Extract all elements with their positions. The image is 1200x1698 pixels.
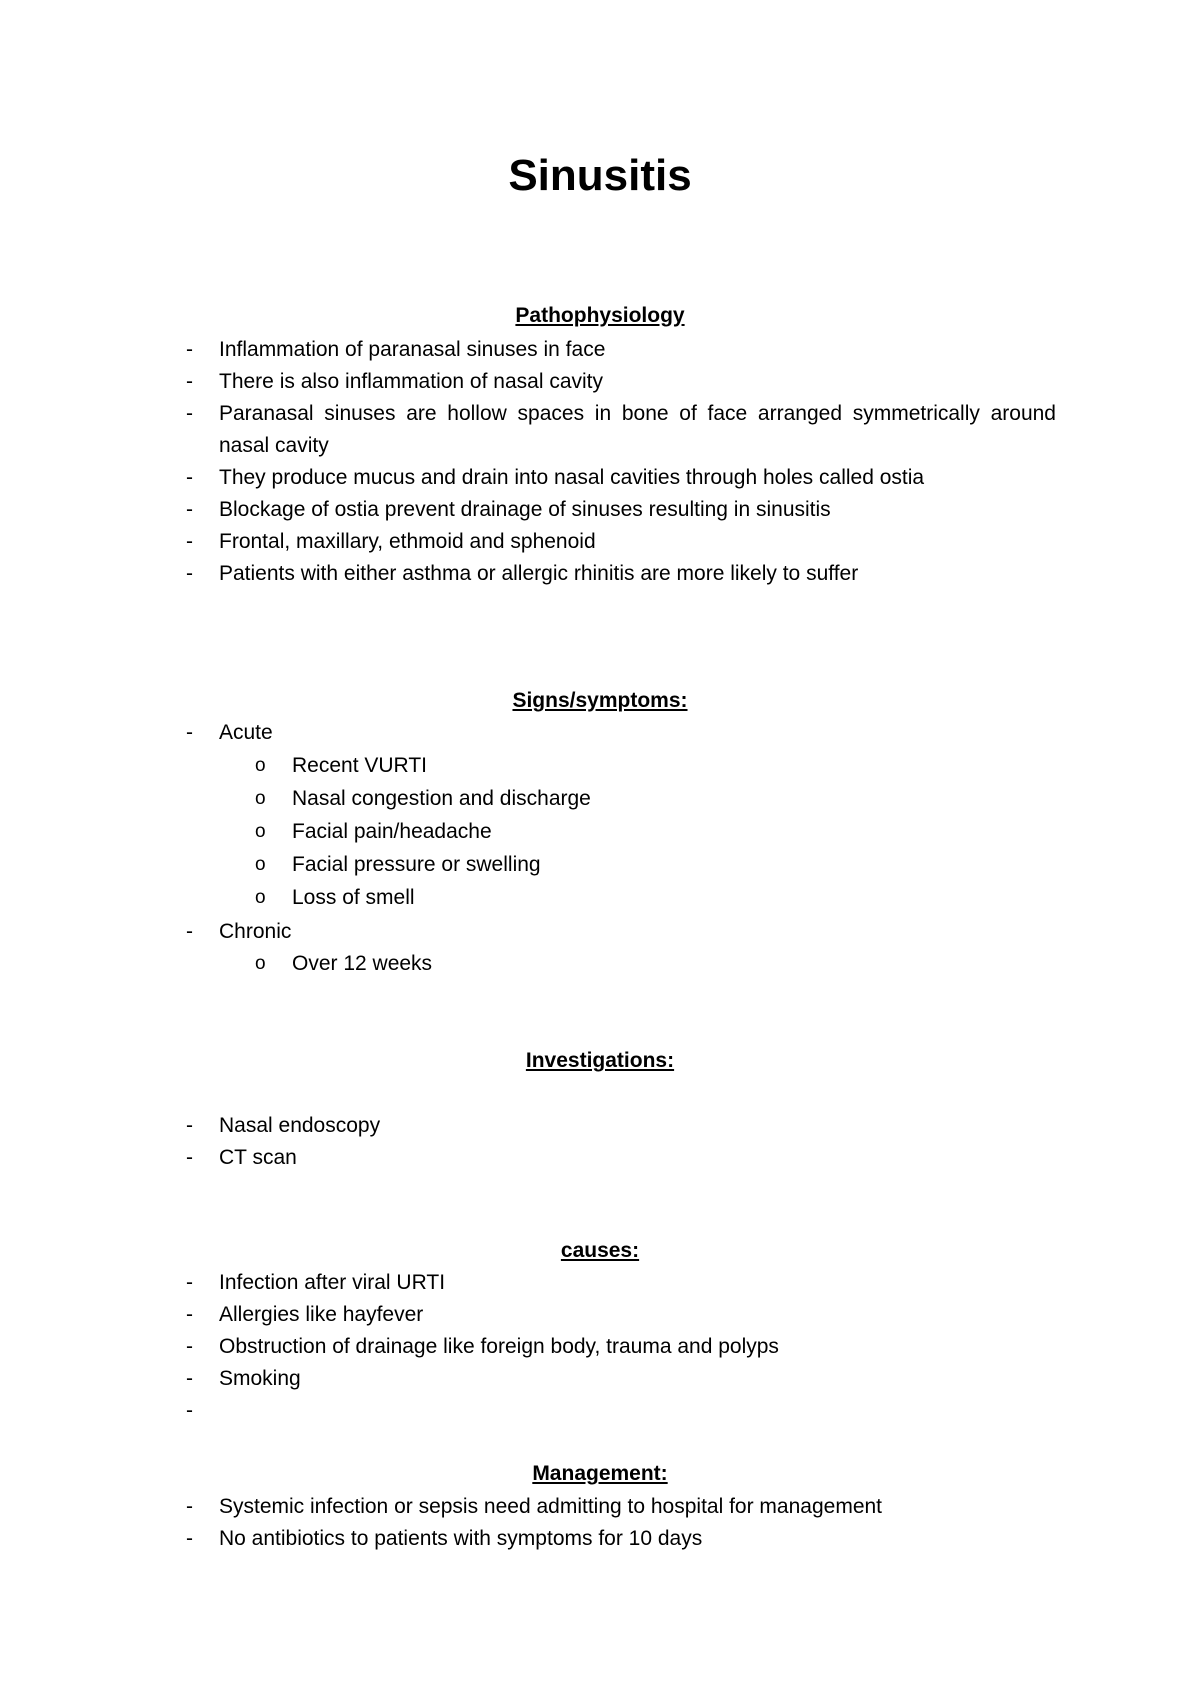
dash-bullet: - (186, 498, 193, 521)
heading-pathophysiology: Pathophysiology (515, 304, 685, 327)
dash-bullet: - (186, 562, 193, 585)
list-item: - Frontal, maxillary, ethmoid and sphenoid (0, 526, 1200, 558)
sub-list-item: o Facial pain/headache (0, 816, 1200, 848)
list-item: - Nasal endoscopy (0, 1110, 1200, 1142)
dash-bullet: - (186, 920, 193, 943)
list-item: - Allergies like hayfever (0, 1299, 1200, 1331)
dash-bullet: - (186, 721, 193, 744)
heading-signs-symptoms: Signs/symptoms: (512, 689, 688, 712)
dash-bullet: - (186, 530, 193, 553)
dash-bullet: - (186, 1303, 193, 1326)
circle-bullet: o (255, 854, 266, 875)
list-item: - No antibiotics to patients with symptoms for 10 days (0, 1523, 1200, 1555)
dash-bullet: - (186, 1335, 193, 1358)
list-item-empty (0, 1395, 1200, 1427)
list-item: - They produce mucus and drain into nasal cavities through holes called ostia (0, 462, 1200, 494)
heading-management: Management: (532, 1462, 668, 1485)
list-item: - Paranasal sinuses are hollow spaces in bone of face arranged symmetrically around nasal cavity (0, 398, 1200, 462)
dash-bullet: - (186, 1114, 193, 1137)
dash-bullet: - (186, 402, 193, 425)
dash-bullet: - (186, 338, 193, 361)
sub-list-item: o Recent VURTI (0, 750, 1200, 782)
dash-bullet: - (186, 1495, 193, 1518)
circle-bullet: o (255, 953, 266, 974)
list-item: - Blockage of ostia prevent drainage of sinuses resulting in sinusitis (0, 494, 1200, 526)
circle-bullet: o (255, 788, 266, 809)
dash-bullet: - (186, 1399, 193, 1422)
list-item: - Patients with either asthma or allergic rhinitis are more likely to suffer (0, 558, 1200, 590)
list-item: - Infection after viral URTI (0, 1267, 1200, 1299)
circle-bullet: o (255, 755, 266, 776)
list-item: - CT scan (0, 1142, 1200, 1174)
sub-list-item: o Loss of smell (0, 882, 1200, 914)
dash-bullet: - (186, 1146, 193, 1169)
list-item: - Systemic infection or sepsis need admitting to hospital for management (0, 1491, 1200, 1523)
dash-bullet: - (186, 1527, 193, 1550)
dash-bullet: - (186, 370, 193, 393)
list-item: - There is also inflammation of nasal cavity (0, 366, 1200, 398)
sub-list-item: o Over 12 weeks (0, 948, 1200, 980)
page-title: Sinusitis (508, 151, 692, 200)
dash-bullet: - (186, 1367, 193, 1390)
list-item: - Smoking (0, 1363, 1200, 1395)
dash-bullet: - (186, 466, 193, 489)
list-item-chronic: - Chronic (0, 916, 1200, 948)
circle-bullet: o (255, 821, 266, 842)
list-item: - Obstruction of drainage like foreign body, trauma and polyps (0, 1331, 1200, 1363)
sub-list-item: o Facial pressure or swelling (0, 849, 1200, 881)
sub-list-item: o Nasal congestion and discharge (0, 783, 1200, 815)
heading-investigations: Investigations: (525, 1049, 675, 1072)
circle-bullet: o (255, 887, 266, 908)
heading-causes: causes: (560, 1239, 640, 1262)
list-item-acute: - Acute (0, 717, 1200, 749)
list-item: - Inflammation of paranasal sinuses in face (0, 334, 1200, 366)
dash-bullet: - (186, 1271, 193, 1294)
